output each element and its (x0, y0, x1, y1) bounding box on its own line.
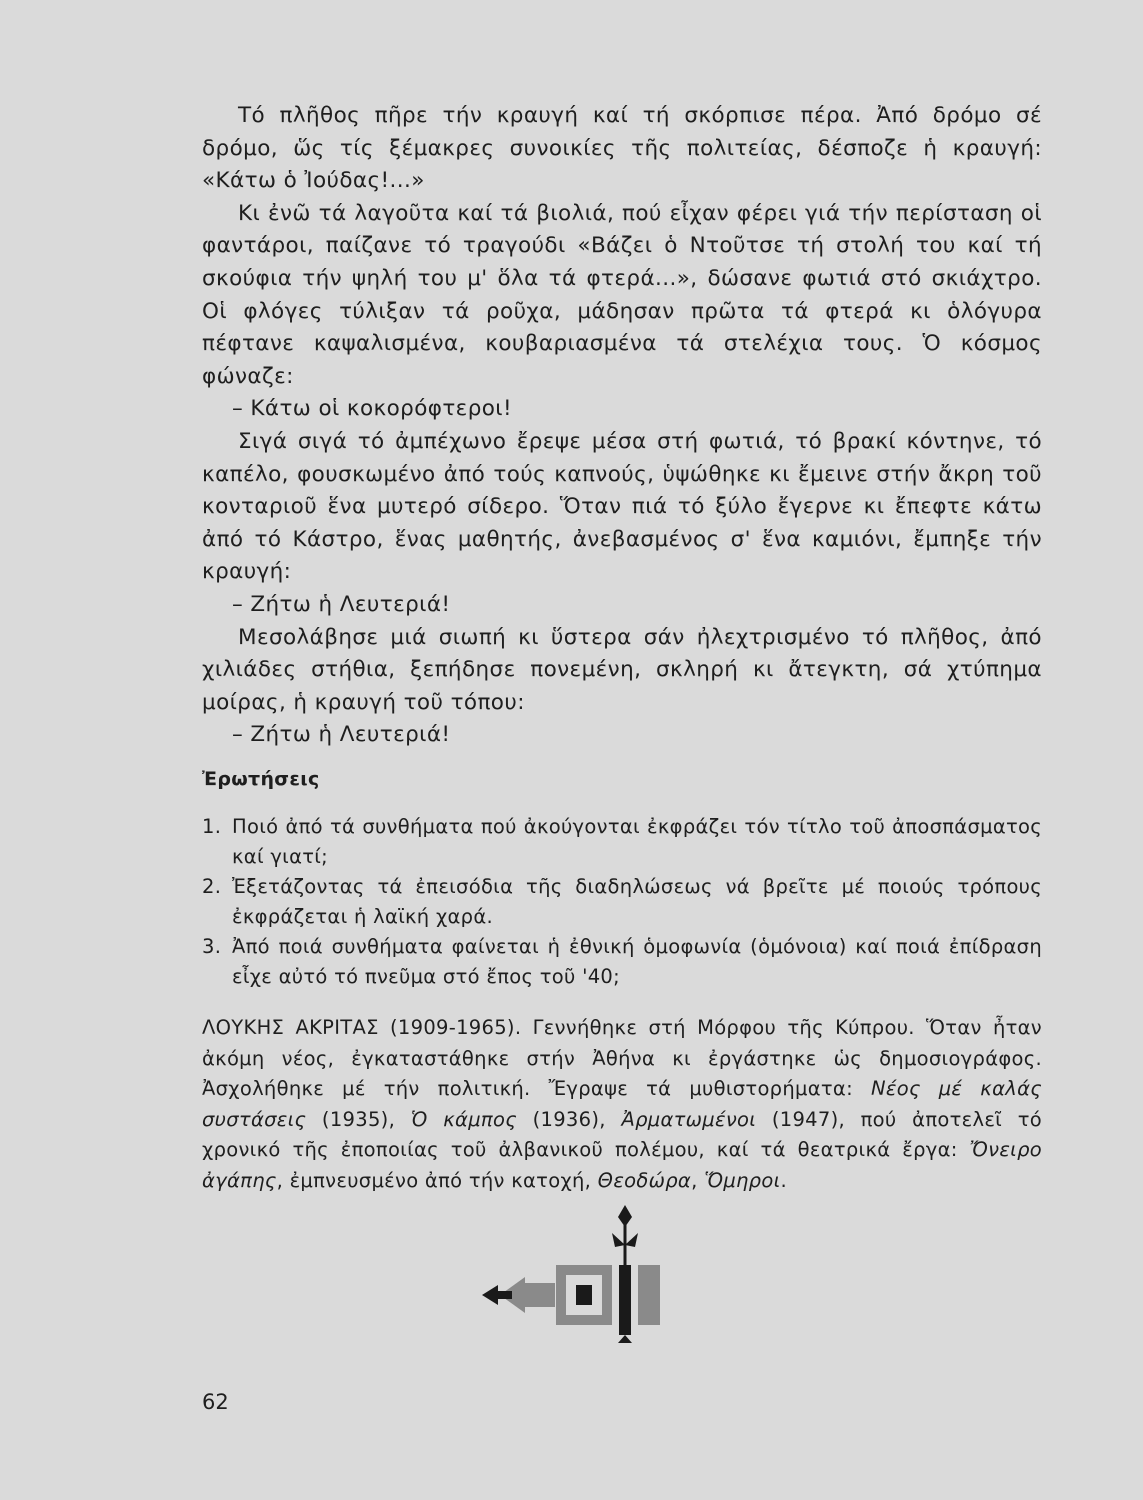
bio-end: . (780, 1168, 787, 1192)
bio-year-3: (1947), πού ἀποτελεῖ τό χρονικό τῆς ἐποποιίας τοῦ ἀλβανικοῦ πολέμου, καί τά θεατρικά ἔργα: (202, 1107, 1043, 1161)
bio-work-2: Ὁ κάμπος (410, 1107, 517, 1131)
bio-work-5: Θεοδώρα (597, 1168, 692, 1192)
question-item (202, 932, 1042, 992)
paragraph-4: Μεσολάβησε μιά σιωπή κι ὕστερα σάν ἠλεχτρισμένο τό πλῆθος, ἀπό χιλιάδες στήθια, ξεπήδησε πονεμένη, σκληρή κι ἄτεγκτη, σά χτύπημα μοίρας, ἡ κραυγή τοῦ τόπου: (202, 624, 1042, 715)
questions-heading: Ἐρωτήσεις (202, 768, 320, 790)
dialogue-line-2: – Ζήτω ἡ Λευτεριά! (232, 591, 451, 617)
question-item (202, 812, 1042, 872)
page-number: 62 (202, 1390, 229, 1414)
question-text: Ἀπό ποιά συνθήματα φαίνεται ἡ ἐθνική ὁμοφωνία (ὁμόνοια) καί ποιά ἐπίδραση εἶχε αὐτό τό πνεῦμα στό ἔπος τοῦ '40; (232, 935, 1042, 988)
bio-intro: ΛΟΥΚΗΣ ΑΚΡΙΤΑΣ (1909-1965). Γεννήθηκε στή Μόρφου τῆς Κύπρου. Ὅταν ἦταν ἀκόμη νέος, ἐγκαταστάθηκε στήν Ἀθήνα κι ἐργάστηκε ὡς δημοσιογράφος. Ἀσχολήθηκε μέ τήν πολιτική. Ἔγραψε τά μυθιστορήματα: (202, 1016, 1042, 1100)
question-item (202, 872, 1042, 932)
question-number: 3. (202, 935, 222, 958)
question-text: Ἐξετάζοντας τά ἐπεισόδια τῆς διαδηλώσεως νά βρεῖτε μέ ποιούς τρόπους ἐκφράζεται ἡ λαϊκή χαρά. (232, 875, 1042, 928)
question-number: 2. (202, 875, 222, 898)
bio-year-1: (1935), (306, 1107, 411, 1131)
bio-work-6: Ὅμηροι (704, 1168, 781, 1192)
question-text: Ποιό ἀπό τά συνθήματα πού ἀκούγονται ἐκφράζει τόν τίτλο τοῦ ἀποσπάσματος καί γιατί; (232, 815, 1042, 868)
paragraph-1: Τό πλῆθος πῆρε τήν κραυγή καί τή σκόρπισε πέρα. Ἀπό δρόμο σέ δρόμο, ὥς τίς ξέμακρες συνοικίες τῆς πολιτείας, δέσποζε ἡ κραυγή: «Κάτω ὁ Ἰούδας!...» (202, 103, 1042, 194)
bio-sep: , (691, 1168, 705, 1192)
folk-ornament-icon (480, 1195, 660, 1349)
question-number: 1. (202, 815, 222, 838)
paragraph-3: Σιγά σιγά τό ἀμπέχωνο ἔρεψε μέσα στή φωτιά, τό βρακί κόντηνε, τό καπέλο, φουσκωμένο ἀπό τούς καπνούς, ὑψώθηκε κι ἔμεινε στήν ἄκρη τοῦ κονταριοῦ ἕνα μυτερό σίδερο. Ὅταν πιά τό ξύλο ἔγερνε κι ἔπεφτε κάτω ἀπό τό Κάστρο, ἕνας μαθητής, ἀνεβασμένος σ' ἕνα καμιόνι, ἔμπηξε τήν κραυγή: (202, 428, 1042, 585)
dialogue-line-1: – Κάτω οἱ κοκορόφτεροι! (232, 396, 512, 422)
author-bio (202, 1013, 1042, 1196)
bio-mid: , ἐμπνευσμένο ἀπό τήν κατοχή, (276, 1168, 598, 1192)
paragraph-2: Κι ἐνῶ τά λαγοῦτα καί τά βιολιά, πού εἶχαν φέρει γιά τήν περίσταση οἱ φαντάροι, παίζανε τό τραγούδι «Βάζει ὁ Ντοῦτσε τή στολή του καί τή σκούφια τήν ψηλή του μ' ὅλα τά φτερά...», δώσανε φωτιά στό σκιάχτρο. Οἱ φλόγες τύλιξαν τά ροῦχα, μάδησαν πρῶτα τά φτερά κι ὁλόγυρα πέφτανε καψαλισμένα, κουβαριασμένα τά στελέχια τους. Ὁ κόσμος φώναζε: (202, 200, 1042, 389)
bio-work-3: Ἀρματωμένοι (621, 1107, 757, 1131)
bio-work-4: Ὄνειρο ἀγάπης (202, 1138, 1042, 1192)
bio-work-1: Νέος μέ καλάς συστάσεις (202, 1077, 1042, 1131)
narrative-text (202, 100, 1042, 752)
bio-year-2: (1936), (516, 1107, 622, 1131)
questions-list (202, 812, 1042, 992)
dialogue-line-3: – Ζήτω ἡ Λευτεριά! (232, 722, 451, 748)
